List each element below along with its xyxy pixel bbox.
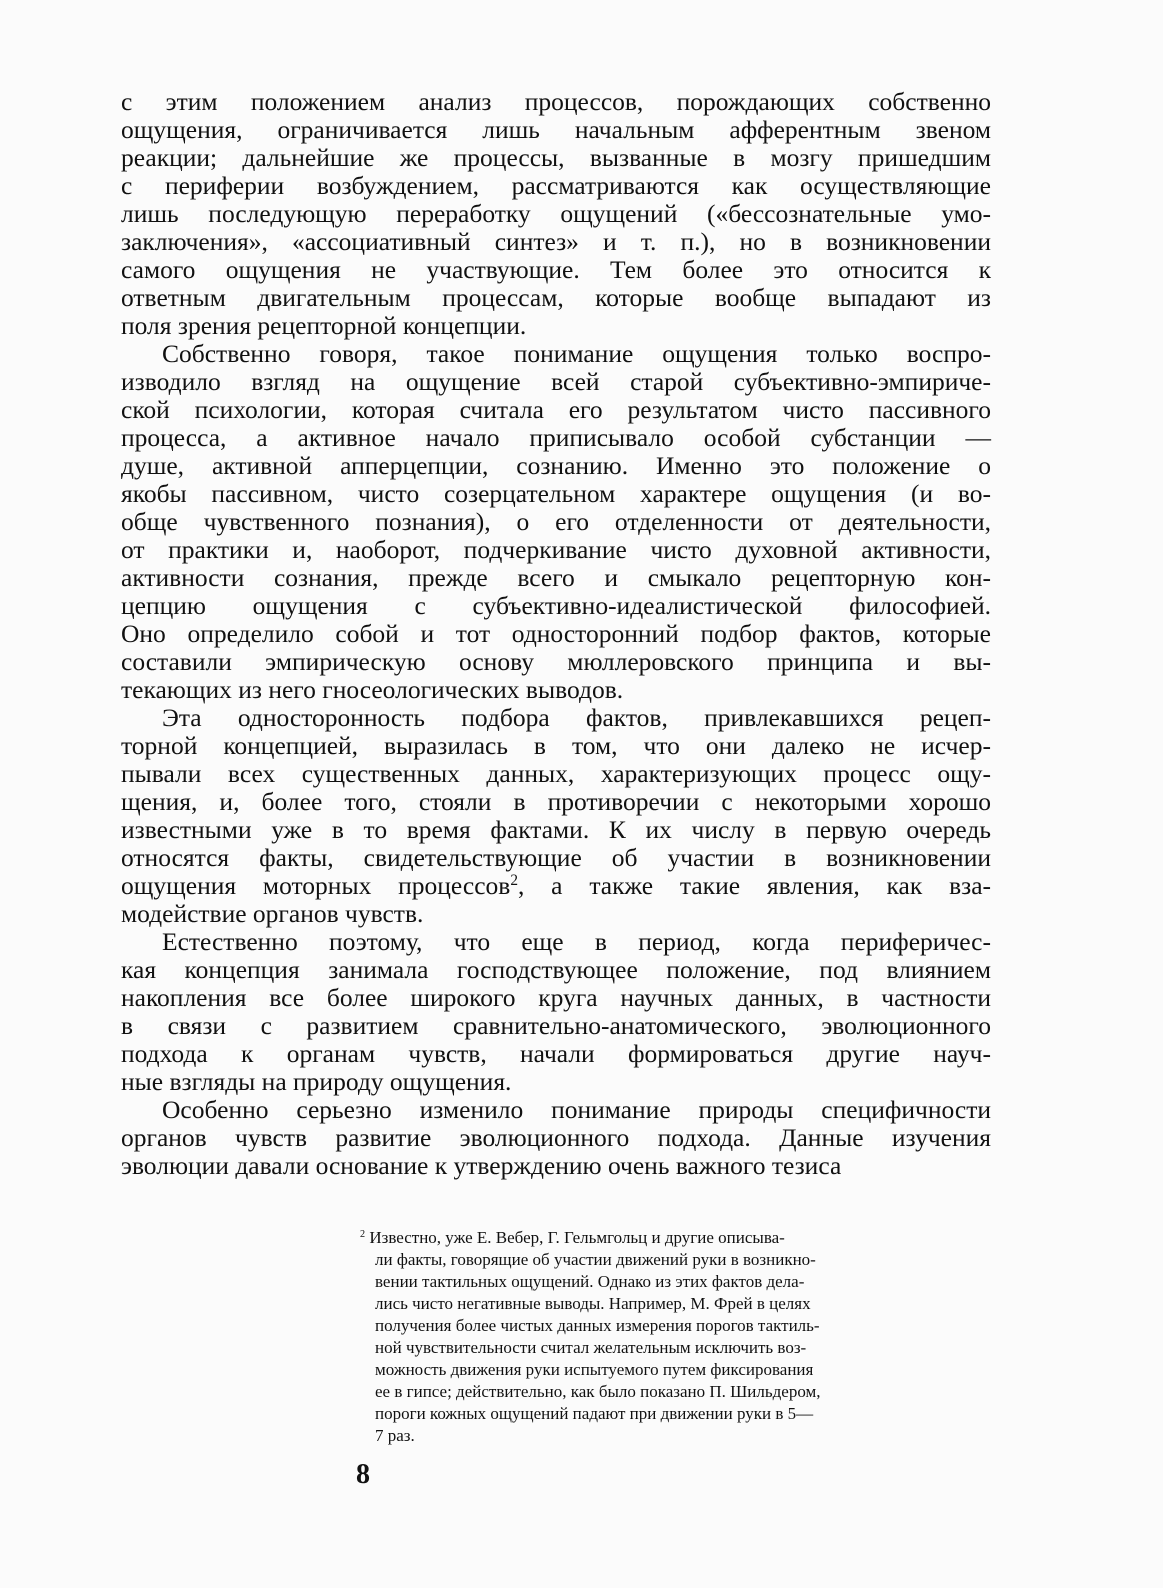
body-line: изводило взгляд на ощущение всей старой субъективно-эмпириче- xyxy=(121,367,991,396)
body-line: поля зрения рецепторной концепции. xyxy=(121,311,527,340)
body-line: относятся факты, свидетельствующие об участии в возникновении xyxy=(121,843,991,872)
footnote-line: ной чувствительности считал желательным исключить воз- xyxy=(375,1338,807,1357)
body-line: с этим положением анализ процессов, порождающих собственно xyxy=(121,87,991,116)
paragraph-first-line: Собственно говоря, такое понимание ощущения только воспро- xyxy=(162,339,991,368)
body-line: органов чувств развитие эволюционного подхода. Данные изучения xyxy=(121,1123,991,1152)
footnote-line: вении тактильных ощущений. Однако из этих фактов дела- xyxy=(375,1272,805,1291)
body-line: модействие органов чувств. xyxy=(121,899,424,928)
footnote-line: 7 раз. xyxy=(375,1426,415,1445)
footnote-line: ли факты, говорящие об участии движений руки в возникно- xyxy=(375,1250,816,1269)
footnote-line: получения более чистых данных измерения порогов тактиль- xyxy=(375,1316,820,1335)
body-line: кая концепция занимала господствующее положение, под влиянием xyxy=(121,955,991,984)
footnote-text: Известно, уже Е. Вебер, Г. Гельмгольц и другие описыва- xyxy=(369,1228,785,1247)
body-line: обще чувственного познания), о его отделенности от деятельности, xyxy=(121,507,991,536)
body-line: активности сознания, прежде всего и смыкало рецепторную кон- xyxy=(121,563,991,592)
footnote-first-line xyxy=(360,1228,785,1248)
footnote-line: ее в гипсе; действительно, как было показано П. Шильдером, xyxy=(375,1382,821,1401)
body-line: Оно определило собой и тот односторонний подбор фактов, которые xyxy=(121,619,991,648)
body-text: ощущения моторных процессов xyxy=(121,871,511,900)
body-line: накопления все более широкого круга научных данных, в частности xyxy=(121,983,991,1012)
body-line: от практики и, наоборот, подчеркивание чисто духовной активности, xyxy=(121,535,991,564)
body-line-with-footnote-ref xyxy=(121,872,991,900)
body-line: торной концепцией, выразилась в том, что они далеко не исчер- xyxy=(121,731,991,760)
paragraph-first-line: Эта односторонность подбора фактов, привлекавшихся рецеп- xyxy=(162,703,991,732)
body-line: известными уже в то время фактами. К их числу в первую очередь xyxy=(121,815,991,844)
body-line: составили эмпирическую основу мюллеровского принципа и вы- xyxy=(121,647,991,676)
body-line: душе, активной апперцепции, сознанию. Именно это положение о xyxy=(121,451,991,480)
body-line: щения, и, более того, стояли в противоречии с некоторыми хорошо xyxy=(121,787,991,816)
footnote-number: 2 xyxy=(360,1228,366,1240)
footnote-line: можность движения руки испытуемого путем фиксирования xyxy=(375,1360,814,1379)
body-line: текающих из него гносеологических выводов. xyxy=(121,675,624,704)
body-line: с периферии возбуждением, рассматриваются как осуществляющие xyxy=(121,171,991,200)
footnote-line: пороги кожных ощущений падают при движении руки в 5— xyxy=(375,1404,814,1423)
body-line: ответным двигательным процессам, которые вообще выпадают из xyxy=(121,283,991,312)
body-line: подхода к органам чувств, начали формироваться другие науч- xyxy=(121,1039,991,1068)
page-number: 8 xyxy=(356,1459,370,1490)
body-line: в связи с развитием сравнительно-анатомического, эволюционного xyxy=(121,1011,991,1040)
body-line: самого ощущения не участвующие. Тем более это относится к xyxy=(121,255,991,284)
body-line: якобы пассивном, чисто созерцательном характере ощущения (и во- xyxy=(121,479,991,508)
body-line: ской психологии, которая считала его результатом чисто пассивного xyxy=(121,395,991,424)
body-text: , а также такие явления, как вза- xyxy=(517,871,992,900)
paragraph-first-line: Особенно серьезно изменило понимание природы специфичности xyxy=(162,1095,991,1124)
body-line: цепцию ощущения с субъективно-идеалистической философией. xyxy=(121,591,991,620)
body-line: процесса, а активное начало приписывало особой субстанции — xyxy=(121,423,991,452)
footnote-ref-marker: 2 xyxy=(510,871,518,889)
body-line: ощущения, ограничивается лишь начальным афферентным звеном xyxy=(121,115,991,144)
body-line: эволюции давали основание к утверждению очень важного тезиса xyxy=(121,1151,842,1180)
paragraph-first-line: Естественно поэтому, что еще в период, когда периферичес- xyxy=(162,927,991,956)
body-line: заключения», «ассоциативный синтез» и т. п.), но в возникновении xyxy=(121,227,991,256)
body-line: пывали всех существенных данных, характеризующих процесс ощу- xyxy=(121,759,991,788)
body-line: лишь последующую переработку ощущений («бессознательные умо- xyxy=(121,199,991,228)
body-line: ные взгляды на природу ощущения. xyxy=(121,1067,512,1096)
body-line: реакции; дальнейшие же процессы, вызванные в мозгу пришедшим xyxy=(121,143,991,172)
footnote-line: лись чисто негативные выводы. Например, М. Фрей в целях xyxy=(375,1294,811,1313)
